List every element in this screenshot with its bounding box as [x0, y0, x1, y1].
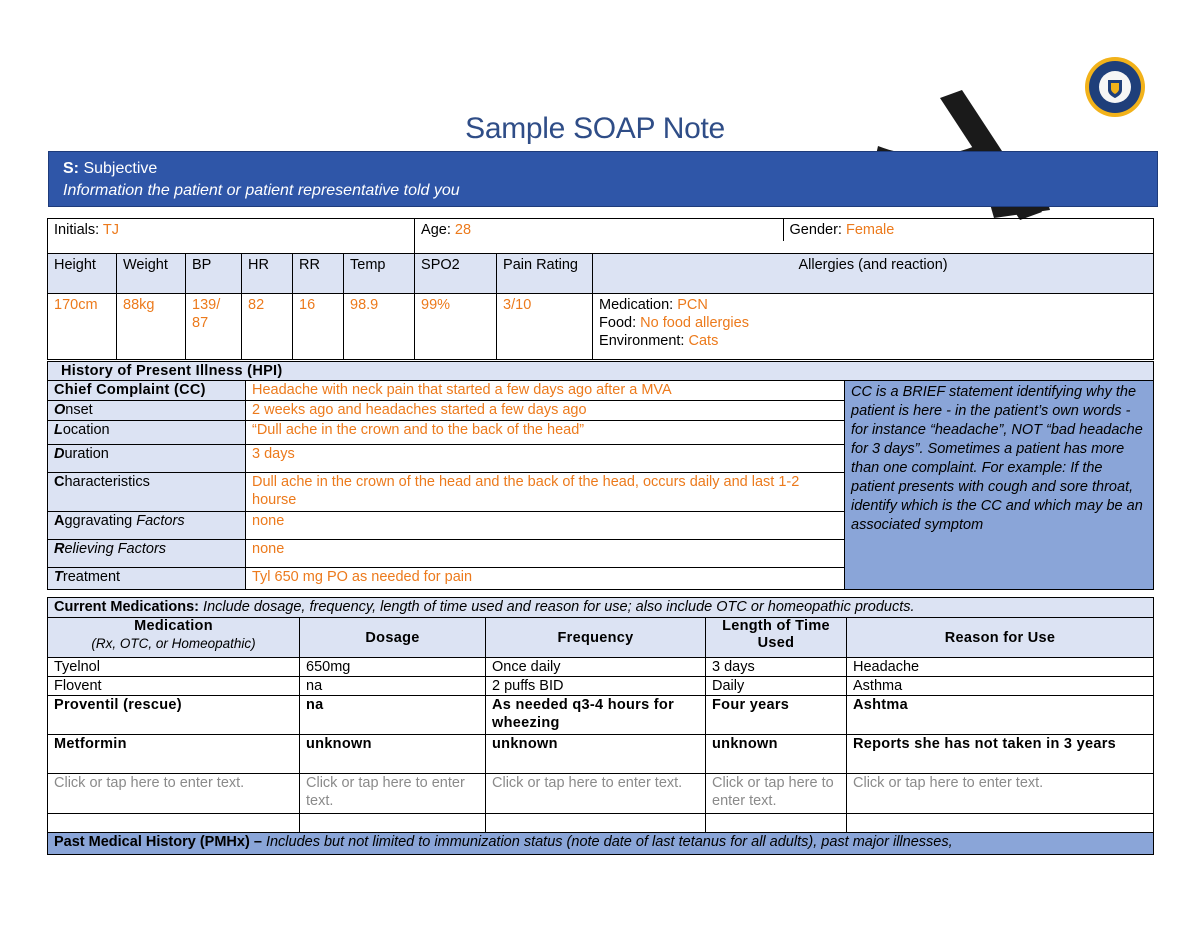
- height-header: Height: [48, 254, 117, 294]
- aggravating-factors-label: Aggravating Factors: [48, 512, 246, 540]
- allergies-header: Allergies (and reaction): [593, 254, 1154, 294]
- location-label: Location: [48, 421, 246, 445]
- medications-header: Current Medications: Include dosage, frequency, length of time used and reason for use; also include OTC or homeopathic products.: [48, 598, 1154, 618]
- university-seal-logo: [1084, 56, 1146, 118]
- rr-value[interactable]: 16: [293, 294, 344, 360]
- duration-label: Duration: [48, 445, 246, 473]
- length-cell[interactable]: unknown: [706, 735, 847, 774]
- cc-label: Chief Complaint (CC): [48, 381, 246, 401]
- medication-input-placeholder[interactable]: Click or tap here to enter text.: [48, 774, 300, 814]
- treatment-label: Treatment: [48, 568, 246, 590]
- cc-guidance-note: CC is a BRIEF statement identifying why the patient is here - in the patient’s own words - for instance “headache”, NOT “bad headache for 3 days”. Sometimes a patient has more than one complaint. For example: If the patient presents with cough and sore throat, identify which is the CC and which may be an associated symptom: [845, 381, 1154, 590]
- characteristics-value[interactable]: Dull ache in the crown of the head and the back of the head, occurs daily and last 1-2 hourse: [246, 473, 845, 512]
- medication-cell[interactable]: Flovent: [48, 677, 300, 696]
- hr-header: HR: [242, 254, 293, 294]
- table-row: [48, 658, 1154, 677]
- pain-rating-value[interactable]: 3/10: [497, 294, 593, 360]
- frequency-cell[interactable]: As needed q3-4 hours for wheezing: [486, 696, 706, 735]
- table-row: [48, 735, 1154, 774]
- initials-value: TJ: [102, 222, 120, 238]
- document-title: Sample SOAP Note: [465, 112, 725, 145]
- rr-header: RR: [293, 254, 344, 294]
- duration-value[interactable]: 3 days: [246, 445, 845, 473]
- medication-cell[interactable]: Metformin: [48, 735, 300, 774]
- temp-value[interactable]: 98.9: [344, 294, 415, 360]
- cc-value[interactable]: Headache with neck pain that started a few days ago after a MVA: [246, 381, 845, 401]
- dosage-cell[interactable]: na: [300, 696, 486, 735]
- table-row: [48, 774, 1154, 814]
- length-cell[interactable]: [706, 814, 847, 833]
- frequency-cell[interactable]: Once daily: [486, 658, 706, 677]
- medication-cell[interactable]: Tyelnol: [48, 658, 300, 677]
- frequency-cell[interactable]: 2 puffs BID: [486, 677, 706, 696]
- age-value: 28: [454, 222, 472, 238]
- medication-column-header: Medication (Rx, OTC, or Homeopathic): [48, 618, 300, 658]
- dosage-cell[interactable]: na: [300, 677, 486, 696]
- hpi-header: History of Present Illness (HPI): [48, 362, 1154, 381]
- location-value[interactable]: “Dull ache in the crown and to the back of the head”: [246, 421, 845, 445]
- current-medications-table: [47, 597, 1154, 855]
- relieving-factors-label: Relieving Factors: [48, 540, 246, 568]
- patient-vitals-table: [47, 218, 1154, 360]
- pmhx-header: Past Medical History (PMHx) – Includes but not limited to immunization status (note date of last tetanus for all adults), past major illnesses,: [48, 833, 1154, 855]
- length-cell[interactable]: Four years: [706, 696, 847, 735]
- reason-cell[interactable]: Headache: [847, 658, 1154, 677]
- dosage-cell[interactable]: 650mg: [300, 658, 486, 677]
- weight-value[interactable]: 88kg: [117, 294, 186, 360]
- section-name: Subjective: [83, 160, 158, 177]
- allergy-environment: Environment: Cats: [599, 333, 719, 349]
- medication-cell[interactable]: [48, 814, 300, 833]
- length-cell[interactable]: 3 days: [706, 658, 847, 677]
- length-input-placeholder[interactable]: Click or tap here to enter text.: [706, 774, 847, 814]
- temp-header: Temp: [344, 254, 415, 294]
- allergies-cell[interactable]: [593, 294, 1154, 360]
- gender-cell[interactable]: [783, 219, 1153, 241]
- initials-label: Initials:: [54, 222, 100, 238]
- reason-cell[interactable]: Asthma: [847, 677, 1154, 696]
- frequency-cell[interactable]: [486, 814, 706, 833]
- subjective-section-header: [48, 151, 1158, 207]
- initials-cell[interactable]: [48, 219, 415, 254]
- frequency-cell[interactable]: unknown: [486, 735, 706, 774]
- age-label: Age:: [421, 222, 451, 238]
- spo2-value[interactable]: 99%: [415, 294, 497, 360]
- reason-cell[interactable]: [847, 814, 1154, 833]
- frequency-column-header: Frequency: [486, 618, 706, 658]
- reason-input-placeholder[interactable]: Click or tap here to enter text.: [847, 774, 1154, 814]
- section-description: Information the patient or patient representative told you: [63, 182, 460, 199]
- age-cell[interactable]: [415, 219, 783, 241]
- gender-label: Gender:: [789, 222, 842, 238]
- hr-value[interactable]: 82: [242, 294, 293, 360]
- relieving-factors-value[interactable]: none: [246, 540, 845, 568]
- bp-value[interactable]: 139/ 87: [186, 294, 242, 360]
- pain-rating-header: Pain Rating: [497, 254, 593, 294]
- reason-cell[interactable]: Ashtma: [847, 696, 1154, 735]
- dosage-input-placeholder[interactable]: Click or tap here to enter text.: [300, 774, 486, 814]
- onset-label: Onset: [48, 401, 246, 421]
- allergy-food: Food: No food allergies: [599, 315, 749, 331]
- medication-cell[interactable]: Proventil (rescue): [48, 696, 300, 735]
- length-cell[interactable]: Daily: [706, 677, 847, 696]
- allergy-medication: Medication: PCN: [599, 297, 708, 313]
- dosage-cell[interactable]: unknown: [300, 735, 486, 774]
- frequency-input-placeholder[interactable]: Click or tap here to enter text.: [486, 774, 706, 814]
- treatment-value[interactable]: Tyl 650 mg PO as needed for pain: [246, 568, 845, 590]
- aggravating-factors-value[interactable]: none: [246, 512, 845, 540]
- hpi-table: [47, 361, 1154, 590]
- bp-header: BP: [186, 254, 242, 294]
- reason-cell[interactable]: Reports she has not taken in 3 years: [847, 735, 1154, 774]
- onset-value[interactable]: 2 weeks ago and headaches started a few days ago: [246, 401, 845, 421]
- table-row: [48, 677, 1154, 696]
- length-column-header: Length of Time Used: [706, 618, 847, 658]
- height-value[interactable]: 170cm: [48, 294, 117, 360]
- characteristics-label: Characteristics: [48, 473, 246, 512]
- spo2-header: SPO2: [415, 254, 497, 294]
- weight-header: Weight: [117, 254, 186, 294]
- table-row: [48, 696, 1154, 735]
- reason-column-header: Reason for Use: [847, 618, 1154, 658]
- section-letter: S:: [63, 160, 79, 177]
- table-row: [48, 814, 1154, 833]
- dosage-column-header: Dosage: [300, 618, 486, 658]
- dosage-cell[interactable]: [300, 814, 486, 833]
- gender-value: Female: [845, 222, 895, 238]
